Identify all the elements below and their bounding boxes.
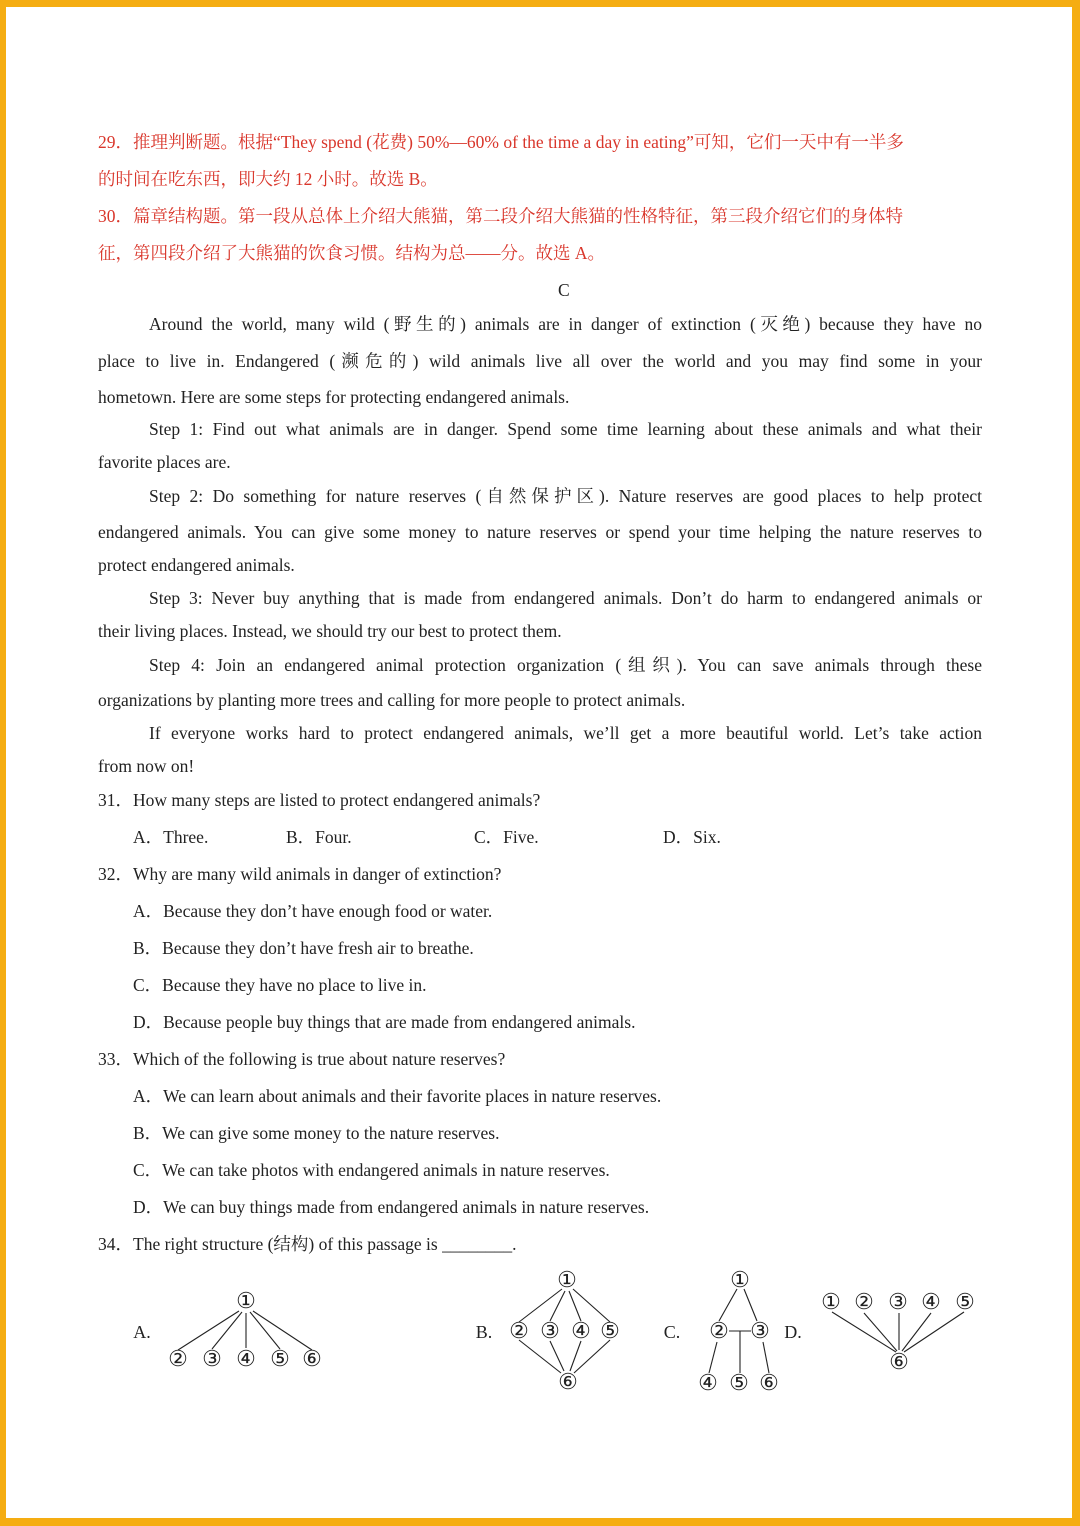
- answer-30-line2: 征，第四段介绍了大熊猫的饮食习惯。结构为总——分。故选 A。: [98, 243, 606, 263]
- structure-diagrams: [6, 7, 1072, 1518]
- passage-p1-line2: place to live in. Endangered (濒危的) wild animals live all over the world and you may find some in your: [98, 351, 982, 371]
- question-33-option-c: C．We can take photos with endangered animals in nature reserves.: [133, 1160, 610, 1180]
- diagram-d-node-3: ③: [888, 1289, 908, 1314]
- diagram-a-node-6: ⑥: [302, 1346, 322, 1371]
- diagram-a-label: A.: [133, 1322, 151, 1342]
- diagram-a-node-3: ③: [202, 1346, 222, 1371]
- diagram-b-node-5: ⑤: [600, 1318, 620, 1343]
- passage-step2-line1: Step 2: Do something for nature reserves (自然保护区). Nature reserves are good places to help protect: [149, 486, 982, 506]
- question-33-stem: 33．Which of the following is true about nature reserves?: [98, 1049, 506, 1069]
- question-31-option-b: B．Four.: [286, 827, 352, 847]
- passage-p1-line3: hometown. Here are some steps for protecting endangered animals.: [98, 387, 570, 407]
- diagram-c-node-5: ⑤: [729, 1370, 749, 1395]
- passage-step2-line3: protect endangered animals.: [98, 555, 295, 575]
- passage-step4-line1: Step 4: Join an endangered animal protection organization (组织). You can save animals through these: [149, 655, 982, 675]
- passage-conclusion-line2: from now on!: [98, 756, 195, 776]
- diagram-d-node-5: ⑤: [955, 1289, 975, 1314]
- diagram-b-node-4: ④: [571, 1318, 591, 1343]
- diagram-d-label: D.: [784, 1322, 802, 1342]
- diagram-b-edges: [519, 1289, 610, 1373]
- diagram-c-node-6: ⑥: [759, 1370, 779, 1395]
- diagram-d-node-1: ①: [821, 1289, 841, 1314]
- question-32-option-c: C．Because they have no place to live in.: [133, 975, 427, 995]
- passage-step2-line2: endangered animals. You can give some money to nature reserves or spend your time helping the nature reserves to: [98, 522, 982, 542]
- passage-step3-line2: their living places. Instead, we should try our best to protect them.: [98, 621, 562, 641]
- question-32-stem: 32．Why are many wild animals in danger of extinction?: [98, 864, 502, 884]
- diagram-b-node-1: ①: [557, 1267, 577, 1292]
- diagram-c-node-1: ①: [730, 1267, 750, 1292]
- diagram-a-node-4: ④: [236, 1346, 256, 1371]
- passage-conclusion-line1: If everyone works hard to protect endangered animals, we’ll get a more beautiful world. Let’s take action: [149, 723, 982, 743]
- diagram-b-node-2: ②: [509, 1318, 529, 1343]
- diagram-a-node-1: ①: [236, 1288, 256, 1313]
- diagram-a-node-5: ⑤: [270, 1346, 290, 1371]
- question-33-option-a: A．We can learn about animals and their favorite places in nature reserves.: [133, 1086, 662, 1106]
- diagram-b-node-6: ⑥: [558, 1369, 578, 1394]
- diagram-c-node-3: ③: [750, 1318, 770, 1343]
- question-32-option-d: D．Because people buy things that are made from endangered animals.: [133, 1012, 636, 1032]
- question-34-stem: 34．The right structure (结构) of this passage is ________.: [98, 1234, 517, 1254]
- passage-step1-line1: Step 1: Find out what animals are in danger. Spend some time learning about these animals and what their: [149, 419, 982, 439]
- diagram-d-node-6: ⑥: [889, 1349, 909, 1374]
- diagram-a-edges: [178, 1311, 312, 1350]
- answer-29-line1: 29．推理判断题。根据“They spend (花费) 50%—60% of the time a day in eating”可知，它们一天中有一半多: [98, 132, 904, 152]
- exam-page: [6, 7, 1072, 1518]
- answer-29-line2: 的时间在吃东西，即大约 12 小时。故选 B。: [98, 169, 438, 189]
- diagram-a-node-2: ②: [168, 1346, 188, 1371]
- passage-step4-line2: organizations by planting more trees and calling for more people to protect animals.: [98, 690, 686, 710]
- passage-step1-line2: favorite places are.: [98, 452, 231, 472]
- section-label: C: [558, 280, 570, 300]
- diagram-c-node-2: ②: [709, 1318, 729, 1343]
- question-31-option-c: C．Five.: [474, 827, 539, 847]
- passage-step3-line1: Step 3: Never buy anything that is made from endangered animals. Don’t do harm to endangered animals or: [149, 588, 982, 608]
- answer-30-line1: 30．篇章结构题。第一段从总体上介绍大熊猫，第二段介绍大熊猫的性格特征，第三段介绍它们的身体特: [98, 206, 903, 226]
- diagram-b-label: B.: [475, 1322, 493, 1342]
- question-31-option-a: A．Three.: [133, 827, 209, 847]
- diagram-d-node-4: ④: [921, 1289, 941, 1314]
- question-32-option-a: A．Because they don’t have enough food or water.: [133, 901, 493, 921]
- diagram-b-node-3: ③: [540, 1318, 560, 1343]
- diagram-c-node-4: ④: [698, 1370, 718, 1395]
- diagram-d-node-2: ②: [854, 1289, 874, 1314]
- question-33-option-b: B．We can give some money to the nature reserves.: [133, 1123, 500, 1143]
- passage-p1-line1: Around the world, many wild (野生的) animals are in danger of extinction (灭绝) because they have no: [149, 314, 982, 334]
- diagram-d-edges: [832, 1312, 964, 1352]
- question-32-option-b: B．Because they don’t have fresh air to breathe.: [133, 938, 474, 958]
- question-31-option-d: D．Six.: [663, 827, 721, 847]
- diagram-c-label: C.: [663, 1322, 681, 1342]
- question-31-stem: 31．How many steps are listed to protect endangered animals?: [98, 790, 541, 810]
- question-33-option-d: D．We can buy things made from endangered animals in nature reserves.: [133, 1197, 650, 1217]
